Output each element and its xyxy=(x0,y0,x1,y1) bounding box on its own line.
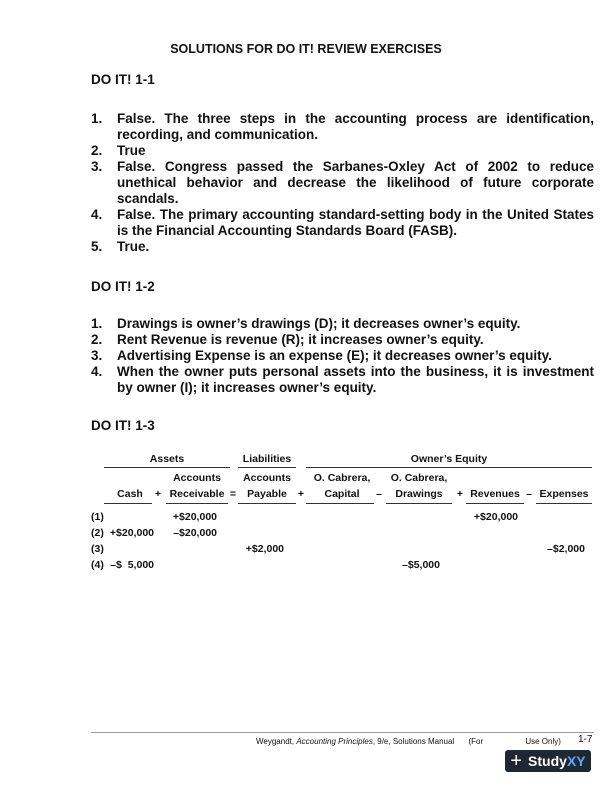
op-plus: + xyxy=(154,488,162,500)
op-plus: + xyxy=(297,488,305,500)
cell-cash: +$20,000 xyxy=(109,527,154,539)
header-expenses: Expenses xyxy=(539,488,589,500)
header-drawings-2: Drawings xyxy=(395,488,443,500)
cell-cash: –$ 5,000 xyxy=(110,559,154,571)
cell-expenses: –$2,000 xyxy=(547,543,585,555)
section-heading-1-2: DO IT! 1-2 xyxy=(91,279,155,294)
op-minus: – xyxy=(526,488,532,500)
list-item: 5. True. xyxy=(91,239,150,254)
rule xyxy=(104,503,152,504)
list-1-1 xyxy=(91,111,594,255)
header-ap-1: Accounts xyxy=(243,472,291,484)
plus-icon: + xyxy=(510,750,523,772)
header-ar-2: Receivable xyxy=(169,488,225,500)
header-capital-1: O. Cabrera, xyxy=(313,472,371,484)
cell-ar: +$20,000 xyxy=(172,511,217,523)
rule xyxy=(306,467,592,468)
page-title: SOLUTIONS FOR DO IT! REVIEW EXERCISES xyxy=(170,42,442,56)
brand-study: Study xyxy=(528,753,567,769)
rule xyxy=(306,503,374,504)
header-ap-2: Payable xyxy=(247,488,287,500)
rule xyxy=(238,467,296,468)
row-label: (4) xyxy=(91,559,104,571)
rule xyxy=(104,467,230,468)
header-revenues: Revenues xyxy=(470,488,520,500)
rule xyxy=(386,503,452,504)
op-minus: – xyxy=(376,488,382,500)
group-owners-equity: Owner’s Equity xyxy=(410,453,488,465)
page-number: 1-7 xyxy=(578,734,593,745)
list-item: 2. Rent Revenue is revenue (R); it increases owner’s equity. xyxy=(91,332,484,347)
group-liabilities: Liabilities xyxy=(242,453,292,465)
list-1-2 xyxy=(91,316,594,396)
section-heading-1-1: DO IT! 1-1 xyxy=(91,72,155,87)
row-label: (2) xyxy=(91,527,104,539)
rule xyxy=(536,503,592,504)
list-item: 2. True xyxy=(91,143,146,158)
list-item: 1. False. The three steps in the accounting process are identification, recording, and communication. xyxy=(91,111,594,142)
group-assets: Assets xyxy=(149,453,185,465)
studyxy-badge[interactable] xyxy=(505,750,591,772)
rule xyxy=(238,503,296,504)
footer-rule xyxy=(91,732,594,733)
header-drawings-1: O. Cabrera, xyxy=(390,472,448,484)
cell-drawings: –$5,000 xyxy=(402,559,440,571)
list-item: 3. False. Congress passed the Sarbanes-Oxley Act of 2002 to reduce unethical behavior and decrease the likelihood of future corporate scandals. xyxy=(91,159,594,206)
cell-ar: –$20,000 xyxy=(173,527,217,539)
rule xyxy=(466,503,524,504)
rule xyxy=(166,503,228,504)
list-item: 4. False. The primary accounting standard-setting body in the United States is the Financial Accounting Standards Board (FASB). xyxy=(91,207,594,238)
section-heading-1-3: DO IT! 1-3 xyxy=(91,418,155,433)
list-item: 3. Advertising Expense is an expense (E); it decreases owner’s equity. xyxy=(91,348,552,363)
header-capital-2: Capital xyxy=(324,488,360,500)
footer-citation: Weygandt, Accounting Principles, 9/e, Solutions Manual (For Use Only) xyxy=(256,737,561,746)
op-plus: + xyxy=(456,488,464,500)
cell-revenues: +$20,000 xyxy=(473,511,518,523)
row-label: (3) xyxy=(91,543,104,555)
header-ar-1: Accounts xyxy=(173,472,221,484)
brand-xy: XY xyxy=(566,753,586,769)
row-label: (1) xyxy=(91,511,104,523)
list-item: 4. When the owner puts personal assets into the business, it is investment by owner (I); it increases owner’s equity. xyxy=(91,364,594,395)
list-item: 1. Drawings is owner’s drawings (D); it decreases owner’s equity. xyxy=(91,316,521,331)
op-equals: = xyxy=(229,488,237,500)
header-cash: Cash xyxy=(117,488,143,500)
cell-ap: +$2,000 xyxy=(245,543,284,555)
